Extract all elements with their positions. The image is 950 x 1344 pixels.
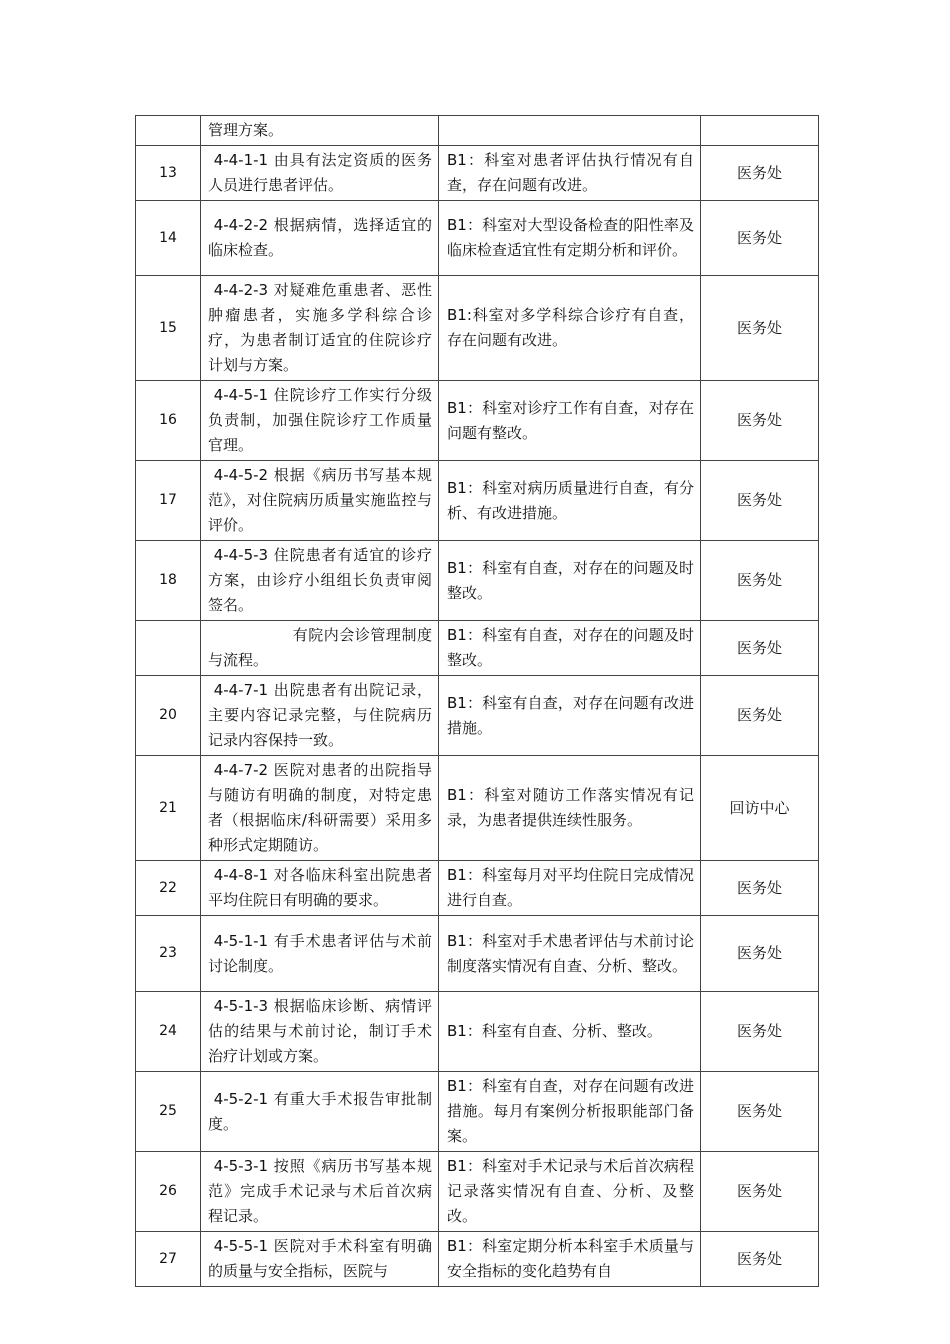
- row-number: [136, 116, 201, 146]
- row-number: 21: [136, 756, 201, 861]
- standard-text: B1：科室有自查，对存在的问题及时整改。: [439, 621, 701, 676]
- item-text: 4-4-2-3 对疑难危重患者、恶性肿瘤患者，实施多学科综合诊疗，为患者制订适宜的住院诊疗计划与方案。: [201, 276, 439, 381]
- standard-text: B1：科室对手术患者评估与术前讨论制度落实情况有自查、分析、整改。: [439, 916, 701, 992]
- row-number: [136, 621, 201, 676]
- department: 医务处: [701, 992, 819, 1072]
- table-row: [136, 146, 819, 201]
- row-number: 25: [136, 1072, 201, 1152]
- table-row: [136, 461, 819, 541]
- table-row: [136, 276, 819, 381]
- item-text: 4-4-7-2 医院对患者的出院指导与随访有明确的制度，对特定患者（根据临床/科研需要）采用多种形式定期随访。: [201, 756, 439, 861]
- item-text: 4-4-2-2 根据病情，选择适宜的临床检查。: [201, 201, 439, 276]
- table-row: [136, 1152, 819, 1232]
- table-row: [136, 992, 819, 1072]
- standard-text: B1:科室对多学科综合诊疗有自查，存在问题有改进。: [439, 276, 701, 381]
- department: 医务处: [701, 861, 819, 916]
- department: 医务处: [701, 146, 819, 201]
- standard-text: B1：科室对手术记录与术后首次病程记录落实情况有自查、分析、及整改。: [439, 1152, 701, 1232]
- department: 医务处: [701, 621, 819, 676]
- row-number: 18: [136, 541, 201, 621]
- standard-text: B1：科室对患者评估执行情况有自查，存在问题有改进。: [439, 146, 701, 201]
- item-text: 4-5-3-1 按照《病历书写基本规范》完成手术记录与术后首次病程记录。: [201, 1152, 439, 1232]
- table-row: [136, 1072, 819, 1152]
- table-row: [136, 541, 819, 621]
- item-text: 4-4-5-2 根据《病历书写基本规范》，对住院病历质量实施监控与评价。: [201, 461, 439, 541]
- standard-text: B1：科室有自查，对存在问题有改进措施。每月有案例分析报职能部门备案。: [439, 1072, 701, 1152]
- item-text: 4-5-1-3 根据临床诊断、病情评估的结果与术前讨论，制订手术治疗计划或方案。: [201, 992, 439, 1072]
- standard-text: [439, 116, 701, 146]
- table-row: [136, 201, 819, 276]
- department: 医务处: [701, 1152, 819, 1232]
- standard-text: B1：科室对诊疗工作有自查，对存在问题有整改。: [439, 381, 701, 461]
- department: 回访中心: [701, 756, 819, 861]
- standard-text: B1：科室有自查、分析、整改。: [439, 992, 701, 1072]
- department: 医务处: [701, 1232, 819, 1287]
- department: 医务处: [701, 676, 819, 756]
- department: 医务处: [701, 201, 819, 276]
- department: 医务处: [701, 381, 819, 461]
- item-text: 4-5-1-1 有手术患者评估与术前讨论制度。: [201, 916, 439, 992]
- row-number: 15: [136, 276, 201, 381]
- row-number: 26: [136, 1152, 201, 1232]
- row-number: 22: [136, 861, 201, 916]
- row-number: 23: [136, 916, 201, 992]
- standard-text: B1：科室有自查，对存在的问题及时整改。: [439, 541, 701, 621]
- item-text: 4-4-7-1 出院患者有出院记录，主要内容记录完整，与住院病历记录内容保持一致。: [201, 676, 439, 756]
- item-text: 4-4-8-1 对各临床科室出院患者平均住院日有明确的要求。: [201, 861, 439, 916]
- table-row: [136, 916, 819, 992]
- item-text: 4-5-2-1 有重大手术报告审批制度。: [201, 1072, 439, 1152]
- item-text: 4-4-5-3 住院患者有适宜的诊疗方案，由诊疗小组组长负责审阅签名。: [201, 541, 439, 621]
- department: 医务处: [701, 461, 819, 541]
- department: 医务处: [701, 1072, 819, 1152]
- row-number: 24: [136, 992, 201, 1072]
- table-row: [136, 676, 819, 756]
- row-number: 27: [136, 1232, 201, 1287]
- table-row: [136, 1232, 819, 1287]
- row-number: 20: [136, 676, 201, 756]
- standard-text: B1：科室定期分析本科室手术质量与安全指标的变化趋势有自: [439, 1232, 701, 1287]
- standard-text: B1：科室对病历质量进行自查，有分析、有改进措施。: [439, 461, 701, 541]
- row-number: 13: [136, 146, 201, 201]
- table-row: [136, 756, 819, 861]
- table-row: [136, 621, 819, 676]
- department: 医务处: [701, 276, 819, 381]
- table-row: [136, 116, 819, 146]
- item-text: 有院内会诊管理制度与流程。: [201, 621, 439, 676]
- item-text: 管理方案。: [201, 116, 439, 146]
- standard-text: B1：科室有自查，对存在问题有改进措施。: [439, 676, 701, 756]
- item-text: 4-4-5-1 住院诊疗工作实行分级负责制，加强住院诊疗工作质量官理。: [201, 381, 439, 461]
- row-number: 16: [136, 381, 201, 461]
- department: 医务处: [701, 541, 819, 621]
- item-text: 4-5-5-1 医院对手术科室有明确的质量与安全指标，医院与: [201, 1232, 439, 1287]
- department: 医务处: [701, 916, 819, 992]
- evaluation-table: [135, 115, 819, 1287]
- item-text: 4-4-1-1 由具有法定资质的医务人员进行患者评估。: [201, 146, 439, 201]
- standard-text: B1：科室对随访工作落实情况有记录，为患者提供连续性服务。: [439, 756, 701, 861]
- row-number: 17: [136, 461, 201, 541]
- standard-text: B1：科室对大型设备检查的阳性率及临床检查适宜性有定期分析和评价。: [439, 201, 701, 276]
- department: [701, 116, 819, 146]
- table-body: [136, 116, 819, 1287]
- row-number: 14: [136, 201, 201, 276]
- table-row: [136, 861, 819, 916]
- standard-text: B1：科室每月对平均住院日完成情况进行自查。: [439, 861, 701, 916]
- table-row: [136, 381, 819, 461]
